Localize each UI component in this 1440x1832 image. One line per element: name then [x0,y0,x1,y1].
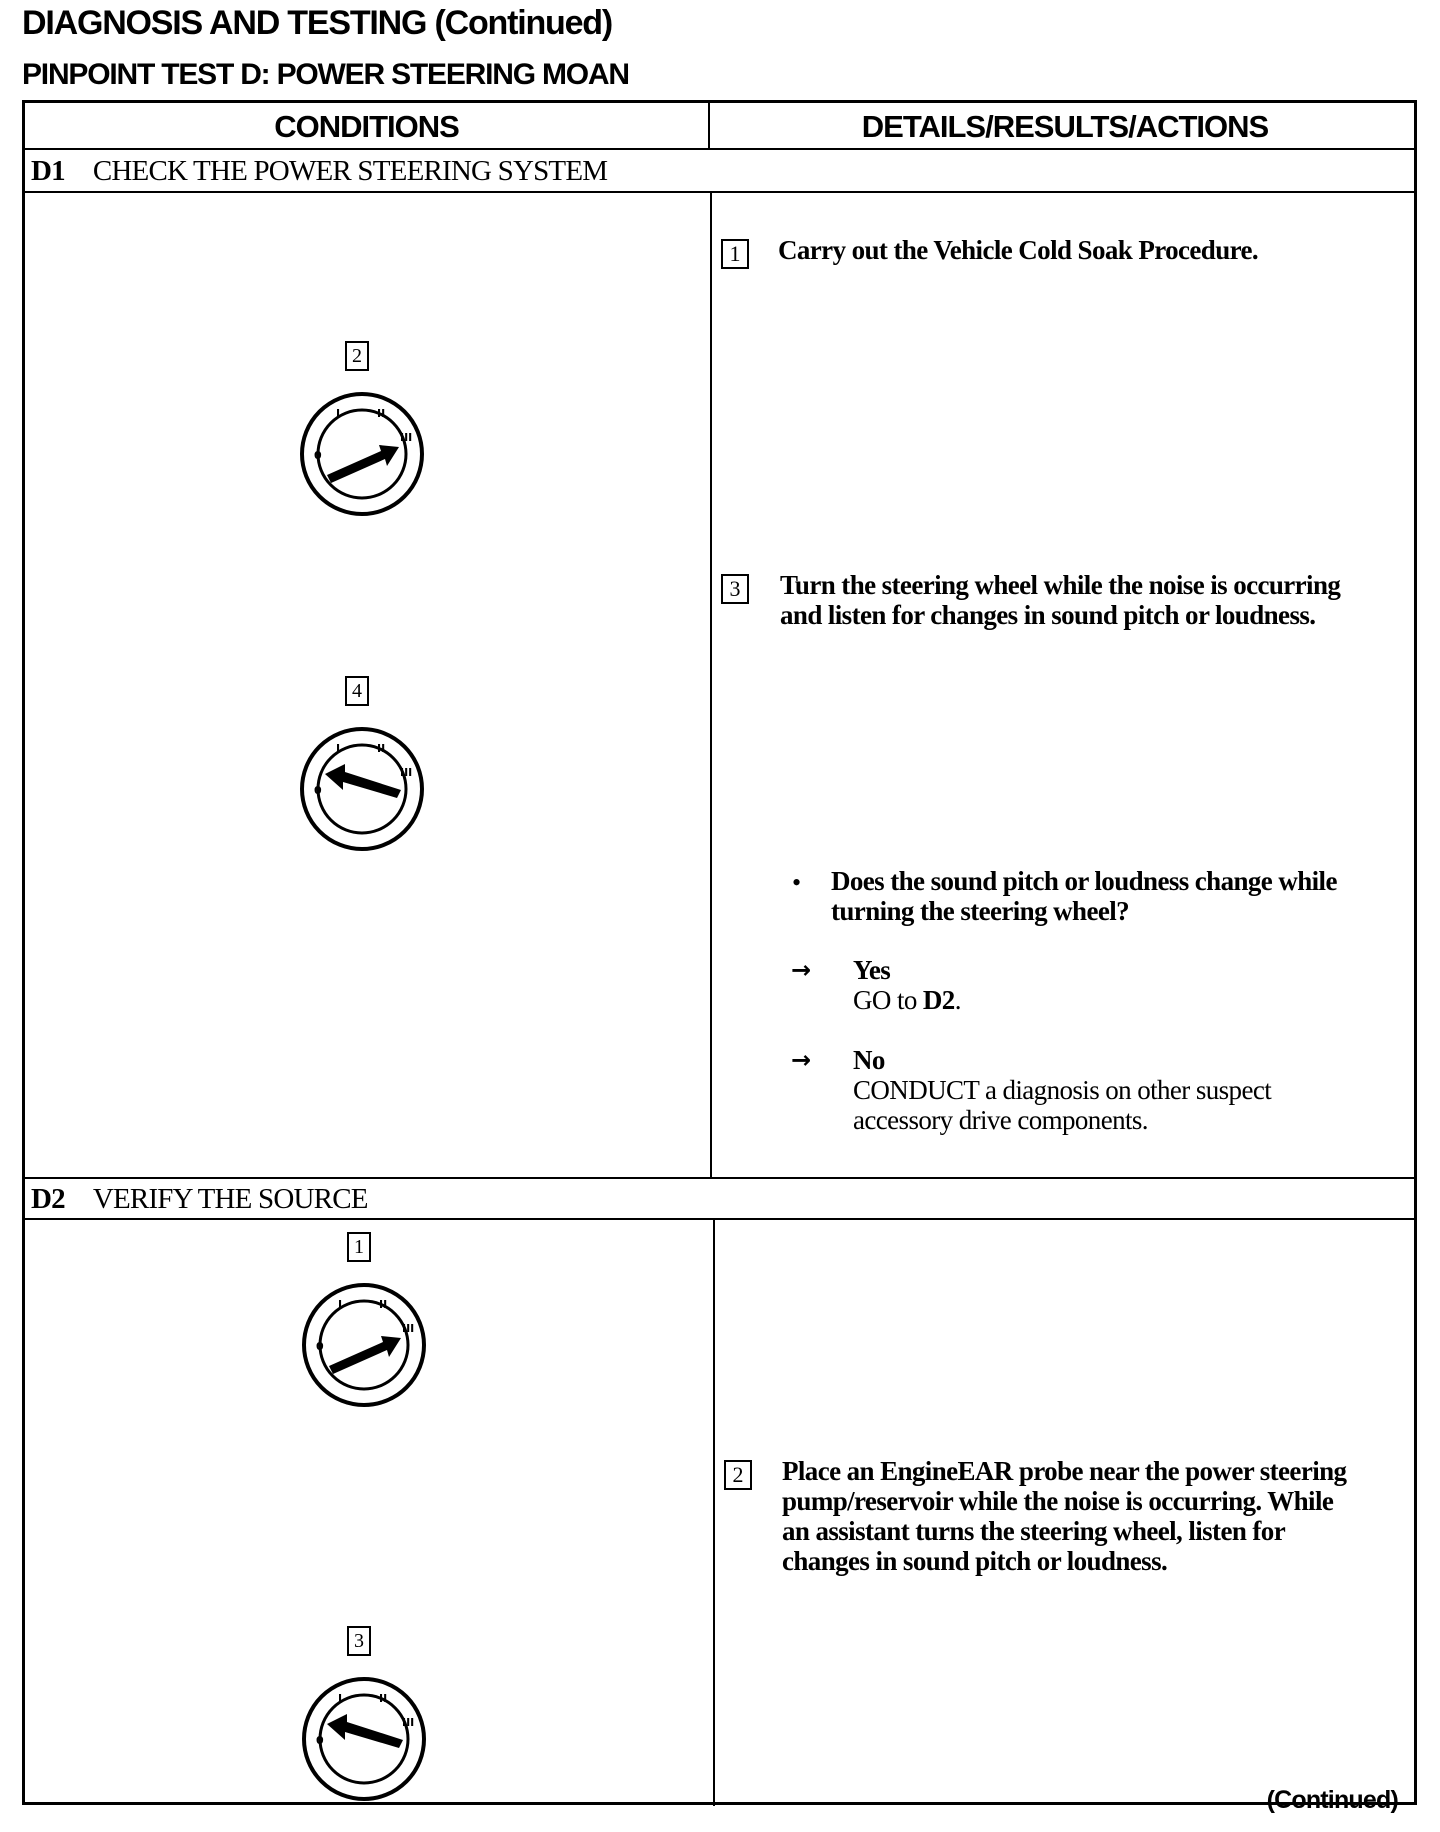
dial-pos-2: II [377,407,386,420]
result-yes-action-text: GO to [853,985,923,1015]
right-arrow-icon: → [791,1046,812,1074]
step-d2-title: VERIFY THE SOURCE [92,1183,368,1215]
d2-column-divider [713,1218,715,1806]
d2-title-top-divider [25,1177,1414,1179]
ignition-key-switch-icon [299,1674,429,1804]
dial-pos-1: I [338,1692,343,1705]
column-header-conditions: CONDITIONS [274,109,459,144]
result-yes-label: Yes [853,955,891,985]
dial-pos-1: I [336,742,341,755]
header-divider [25,148,1414,150]
action-text-line-1: Turn the steering wheel while the noise is occurring [780,570,1341,600]
dial-pos-1: I [336,407,341,420]
step-d1-heading [31,155,607,188]
result-yes-action [853,985,961,1015]
action-text-line-2: and listen for changes in sound pitch or loudness. [780,600,1316,630]
ignition-step-label-1: 1 [347,1232,371,1262]
result-yes-action-ref: D2 [922,985,955,1015]
result-no-action-line-2: accessory drive components. [853,1105,1148,1135]
ignition-key-switch-icon [297,724,427,854]
continued-footer: (Continued) [1266,1786,1398,1814]
dial-pos-1: I [338,1298,343,1311]
result-no-label: No [853,1045,885,1075]
action-text-line-1: Place an EngineEAR probe near the power steering [782,1456,1347,1486]
dial-pos-0: 0 [314,449,322,462]
ignition-step-label-3: 3 [347,1626,371,1656]
dial-pos-2: II [379,1692,388,1705]
dial-pos-3: III [400,766,413,779]
action-text-line-3: an assistant turns the steering wheel, listen for [782,1516,1286,1546]
pinpoint-test-table [22,100,1417,1805]
result-no-action-line-1: CONDUCT a diagnosis on other suspect [853,1075,1272,1105]
bullet-icon: • [792,868,802,897]
result-yes-action-suffix: . [954,985,961,1015]
step-d1-title: CHECK THE POWER STEERING SYSTEM [92,155,608,187]
ignition-step-label-2: 2 [345,341,369,371]
dial-pos-3: III [402,1322,415,1335]
right-arrow-icon: → [791,956,812,984]
dial-pos-3: III [402,1716,415,1729]
dial-pos-0: 0 [316,1734,324,1747]
pinpoint-test-title: PINPOINT TEST D: POWER STEERING MOAN [22,58,629,91]
d2-title-divider [25,1218,1414,1220]
action-text-line-2: pump/reservoir while the noise is occurring. While [782,1486,1334,1516]
column-header-details: DETAILS/RESULTS/ACTIONS [861,109,1269,144]
ignition-key-switch-icon [297,389,427,519]
dial-pos-2: II [379,1298,388,1311]
step-d2-id: D2 [31,1183,65,1215]
d1-column-divider [710,191,712,1177]
dial-pos-3: III [400,431,413,444]
action-text: Carry out the Vehicle Cold Soak Procedure. [778,235,1259,265]
document-title: DIAGNOSIS AND TESTING (Continued) [22,4,612,42]
dial-pos-2: II [377,742,386,755]
dial-pos-0: 0 [316,1340,324,1353]
action-step-number: 3 [721,574,749,604]
action-step-number: 1 [721,239,749,269]
question-line-2: turning the steering wheel? [831,896,1130,926]
dial-pos-0: 0 [314,784,322,797]
step-d2-heading [31,1183,368,1216]
d1-title-divider [25,191,1414,193]
action-text-line-4: changes in sound pitch or loudness. [782,1546,1168,1576]
action-step-number: 2 [724,1460,752,1490]
question-line-1: Does the sound pitch or loudness change while [831,866,1337,896]
ignition-key-switch-icon [299,1280,429,1410]
step-d1-id: D1 [31,155,65,187]
ignition-step-label-4: 4 [345,676,369,706]
